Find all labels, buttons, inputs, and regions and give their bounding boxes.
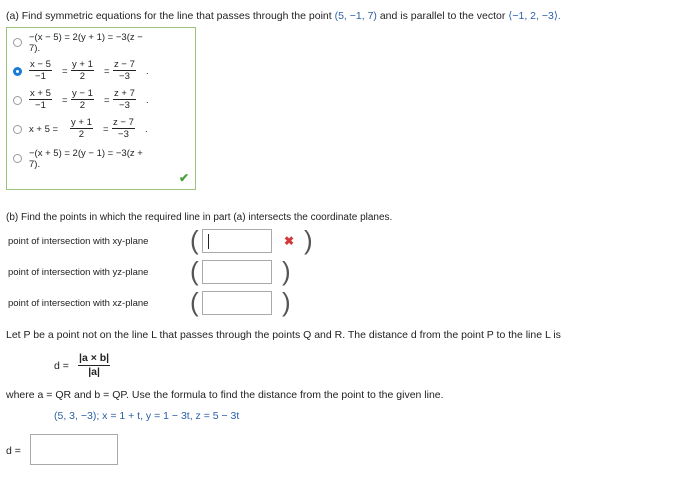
choices-box bbox=[6, 27, 196, 190]
choice-3-frac-y bbox=[71, 88, 94, 111]
problem-statement: (5, 3, −3); x = 1 + t, y = 1 − 3t, z = 5 − 3t bbox=[54, 410, 240, 422]
choice-3-eq-2: = bbox=[104, 95, 110, 106]
answer-label: d = bbox=[6, 445, 21, 457]
yz-plane-label: point of intersection with yz-plane bbox=[8, 267, 149, 278]
choice-1-radio[interactable] bbox=[13, 38, 22, 47]
choice-1-line2: 7). bbox=[29, 43, 41, 54]
incorrect-x-icon: ✖ bbox=[284, 234, 295, 248]
distance-paragraph: Let P be a point not on the line L that passes through the points Q and R. The distance d from the point P to the line L is bbox=[6, 329, 561, 341]
choice-4-eq-2: = bbox=[103, 124, 109, 135]
choice-2-den-2: 2 bbox=[79, 71, 86, 82]
choice-3-den-1: −1 bbox=[35, 100, 46, 111]
choice-2-eq-1: = bbox=[62, 66, 68, 77]
choice-3-radio[interactable] bbox=[13, 96, 22, 105]
choice-2-num-2: y + 1 bbox=[72, 59, 93, 70]
choice-4-radio[interactable] bbox=[13, 125, 22, 134]
yz-left-paren: ( bbox=[190, 256, 199, 286]
formula-fraction bbox=[78, 352, 110, 379]
choice-2-num-1: x − 5 bbox=[30, 59, 51, 70]
choice-3-num-3: z + 7 bbox=[114, 88, 135, 99]
part-a-label: (a) Find symmetric equations for the line that passes through the point bbox=[6, 10, 332, 22]
part-a-mid: and is parallel to the vector bbox=[379, 10, 506, 22]
choice-5-line1: −(x + 5) = 2(y − 1) = −3(z + bbox=[29, 148, 143, 159]
choice-4-num-3: z − 7 bbox=[113, 117, 134, 128]
choice-4-den-3: −3 bbox=[118, 129, 129, 140]
part-a-question bbox=[6, 10, 561, 22]
choice-4-frac-y bbox=[70, 117, 93, 140]
part-a-vector: ⟨−1, 2, −3⟩. bbox=[508, 10, 561, 22]
choice-2-eq-2: = bbox=[104, 66, 110, 77]
choice-2-frac-x bbox=[29, 59, 52, 82]
choice-2-num-3: z − 7 bbox=[114, 59, 135, 70]
xy-left-paren: ( bbox=[190, 225, 199, 255]
xz-right-paren: ) bbox=[282, 287, 291, 317]
choice-3-num-1: x + 5 bbox=[30, 88, 51, 99]
xz-plane-input[interactable] bbox=[202, 291, 272, 315]
yz-right-paren: ) bbox=[282, 256, 291, 286]
choice-5-line2: 7). bbox=[29, 159, 41, 170]
where-line: where a = QR and b = QP. Use the formula to find the distance from the point to the given line. bbox=[6, 389, 444, 401]
part-a-point: (5, −1, 7) bbox=[334, 10, 377, 22]
choice-2-frac-y bbox=[71, 59, 94, 82]
correct-check-icon: ✔ bbox=[178, 171, 189, 185]
xy-right-paren: ) bbox=[304, 225, 313, 255]
choice-3-den-3: −3 bbox=[119, 100, 130, 111]
choice-3-period: . bbox=[146, 95, 149, 106]
formula-numerator: |a × b| bbox=[79, 352, 110, 364]
choice-3-num-2: y − 1 bbox=[72, 88, 93, 99]
d-equals: d = bbox=[54, 360, 69, 372]
choice-4-frac-z bbox=[112, 117, 135, 140]
choice-2-den-3: −3 bbox=[119, 71, 130, 82]
choice-4-num-2: y + 1 bbox=[71, 117, 92, 128]
choice-5-radio[interactable] bbox=[13, 154, 22, 163]
choice-2-den-1: −1 bbox=[35, 71, 46, 82]
part-b-label: (b) Find the points in which the required line in part (a) intersects the coordinate planes. bbox=[6, 212, 393, 223]
choice-2-radio[interactable] bbox=[13, 67, 22, 76]
choice-3-frac-x bbox=[29, 88, 52, 111]
choice-3-den-2: 2 bbox=[79, 100, 86, 111]
text-caret bbox=[208, 234, 209, 249]
xz-left-paren: ( bbox=[190, 287, 199, 317]
yz-plane-input[interactable] bbox=[202, 260, 272, 284]
choice-2-period: . bbox=[146, 66, 149, 77]
distance-answer-input[interactable] bbox=[30, 434, 118, 465]
choice-4-den-2: 2 bbox=[78, 129, 85, 140]
choice-4-period: . bbox=[145, 124, 148, 135]
formula-denominator: |a| bbox=[88, 366, 100, 378]
choice-2-frac-z bbox=[113, 59, 136, 82]
choice-3-frac-z bbox=[113, 88, 136, 111]
xz-plane-label: point of intersection with xz-plane bbox=[8, 298, 149, 309]
choice-3-eq-1: = bbox=[62, 95, 68, 106]
choice-1-line1: −(x − 5) = 2(y + 1) = −3(z − bbox=[29, 32, 143, 43]
xy-plane-label: point of intersection with xy-plane bbox=[8, 236, 149, 247]
choice-4-lead: x + 5 = bbox=[29, 124, 59, 135]
xy-plane-input[interactable] bbox=[202, 229, 272, 253]
